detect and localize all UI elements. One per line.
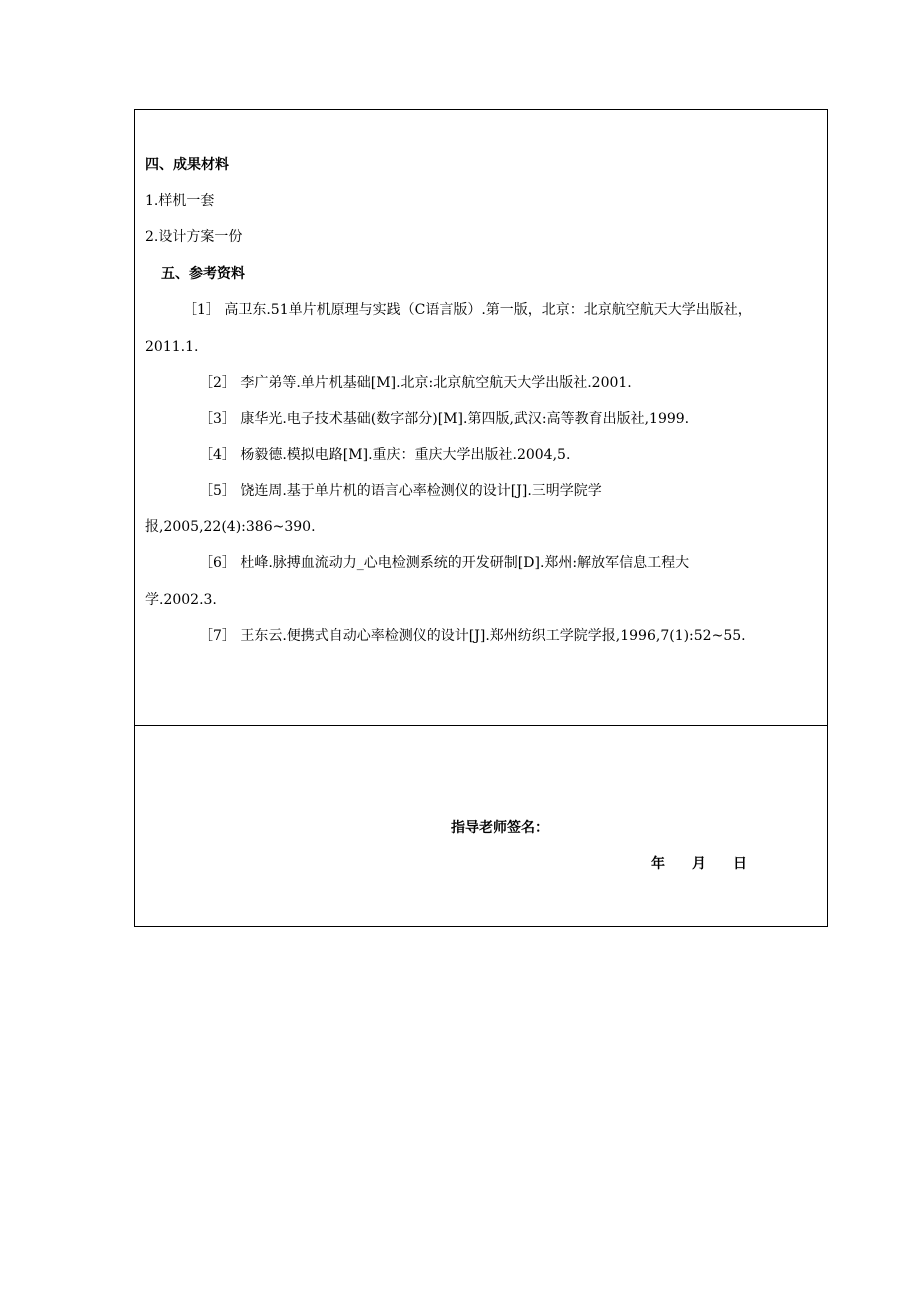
reference-item-1-cont: 2011.1. [145, 339, 199, 355]
results-item-2: 2.设计方案一份 [145, 229, 243, 245]
form-table [134, 109, 828, 927]
reference-item-6-cont: 学.2002.3. [145, 592, 217, 608]
reference-item-7: ［7］ 王东云.便携式自动心率检测仪的设计[J].郑州纺织工学院学报,1996,7(1):52~55. [199, 628, 746, 644]
reference-item-5: ［5］ 饶连周.基于单片机的语言心率检测仪的设计[J].三明学院学 [199, 483, 602, 499]
section-heading-references: 五、参考资料 [161, 266, 245, 282]
results-item-1: 1.样机一套 [145, 193, 215, 209]
reference-item-3: ［3］ 康华光.电子技术基础(数字部分)[M].第四版,武汉:高等教育出版社,1999. [199, 411, 690, 427]
table-divider [135, 725, 827, 726]
reference-item-4: ［4］ 杨毅德.模拟电路[M].重庆：重庆大学出版社.2004,5. [199, 447, 571, 463]
date-day-label: 日 [733, 856, 747, 872]
reference-item-1: ［1］ 高卫东.51单片机原理与实践（C语言版）.第一版，北京：北京航空航天大学出版社， [183, 302, 752, 318]
reference-item-5-cont: 报,2005,22(4):386~390. [145, 519, 316, 535]
reference-item-2: ［2］ 李广弟等.单片机基础[M].北京:北京航空航天大学出版社.2001. [199, 375, 632, 391]
advisor-signature-label: 指导老师签名： [451, 820, 549, 836]
date-month-label: 月 [692, 856, 706, 872]
date-year-label: 年 [651, 856, 665, 872]
section-heading-results: 四、成果材料 [145, 157, 229, 173]
reference-item-6: ［6］ 杜峰.脉搏血流动力_心电检测系统的开发研制[D].郑州:解放军信息工程大 [199, 555, 690, 571]
